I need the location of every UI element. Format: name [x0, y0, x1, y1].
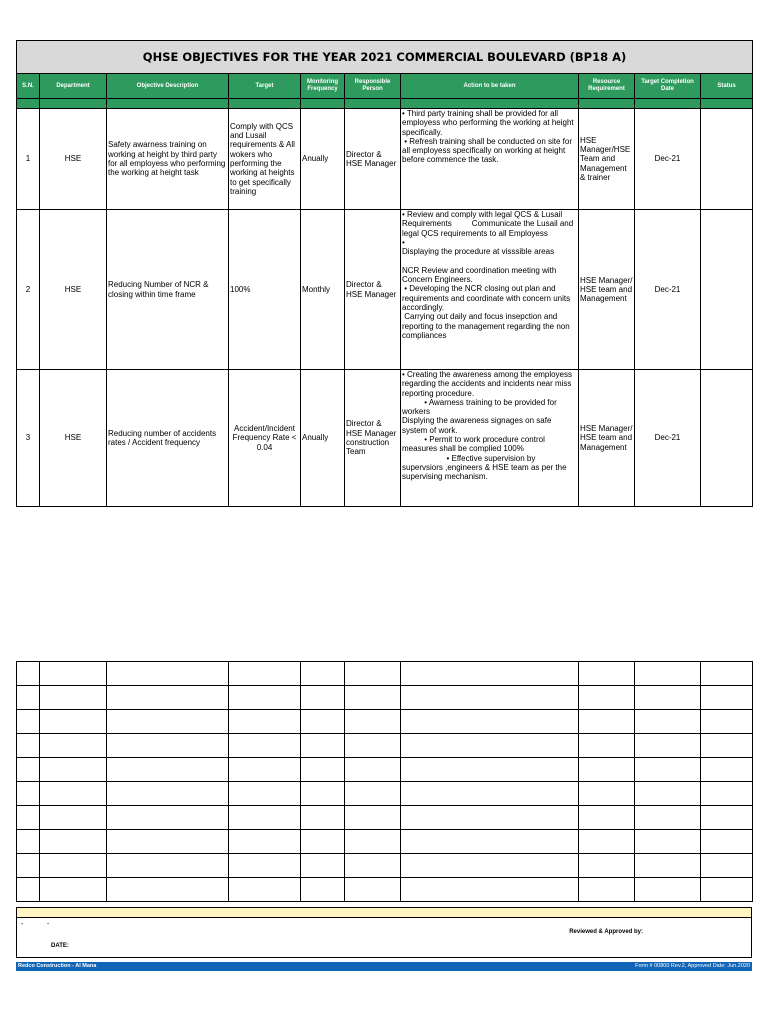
cell-objective: Reducing Number of NCR & closing within time frame — [107, 210, 229, 370]
empty-row — [17, 854, 753, 878]
empty-row — [17, 878, 753, 902]
green-spacer-row — [17, 99, 753, 109]
cell-sn: 3 — [17, 370, 40, 507]
empty-row — [17, 758, 753, 782]
cell-department: HSE — [40, 370, 107, 507]
company-name: Redco Construction - Al Mana — [18, 963, 97, 969]
header-department: Department — [40, 74, 107, 99]
cell-action: • Third party training shall be provided for all employess who performing the working at height specifically. • Refresh training shall be conducted on site for all employess specifically on working at height before commence the task. — [401, 109, 579, 210]
cell-frequency: Monthly — [301, 210, 345, 370]
footer-mark: - — [21, 921, 24, 928]
sheet-title: QHSE OBJECTIVES FOR THE YEAR 2021 COMMERCIAL BOULEVARD (BP18 A) — [17, 41, 753, 74]
empty-row — [17, 662, 753, 686]
cell-completion: Dec-21 — [635, 370, 701, 507]
header-objective: Objective Description — [107, 74, 229, 99]
date-label: DATE: — [51, 943, 69, 949]
header-status: Status — [701, 74, 753, 99]
cell-completion: Dec-21 — [635, 109, 701, 210]
cell-person: Director & HSE Manager — [345, 210, 401, 370]
form-info: Form # 00800 Rev.2, Approved Date: Jun.2020 — [635, 963, 750, 969]
cell-action: • Creating the awareness among the employess regarding the accidents and incidents near miss reporting procedure. • Awarness training to be provided for workers Displying the awareness signages on safe system of work. • Permit to work procedure control measures shall be complied 100% • Effective supervision by supervsiors ,engineers & HSE team as per the supervising mechanism. — [401, 370, 579, 507]
cell-person: Director & HSE Manager construction Team — [345, 370, 401, 507]
cell-person: Director & HSE Manager — [345, 109, 401, 210]
footer-mark: - — [47, 921, 50, 928]
table-row — [17, 370, 753, 507]
cell-target: Comply with QCS and Lusail requirements & All wokers who performing the working at heights to get specifically training — [229, 109, 301, 210]
cell-status — [701, 109, 753, 210]
cell-target: 100% — [229, 210, 301, 370]
cell-frequency: Anually — [301, 109, 345, 210]
header-person: Responsible Person — [345, 74, 401, 99]
empty-row — [17, 782, 753, 806]
reviewed-approved-label: Reviewed & Approved by: — [569, 929, 643, 935]
cell-objective: Safety awarness training on working at height by third party for all employess who performing the working at height task — [107, 109, 229, 210]
blank-gap — [17, 507, 753, 662]
cell-status — [701, 210, 753, 370]
header-sn: S.N. — [17, 74, 40, 99]
header-frequency: Monitoring Frequency — [301, 74, 345, 99]
cell-sn: 2 — [17, 210, 40, 370]
objectives-table — [16, 40, 753, 902]
cell-action: • Review and comply with legal QCS & Lusail Requirements Communicate the Lusail and legal QCS requirements to all Employess • Displaying the procedure at visssible areas NCR Review and coordination meeting with Concern Engineers. • Developing the NCR closing out plan and requirements and coordinate with concern units accordingly. Carrying out daily and focus insepction and reporting to the management regarding the non compliances — [401, 210, 579, 370]
objectives-sheet — [16, 40, 752, 902]
empty-row — [17, 734, 753, 758]
header-row — [17, 74, 753, 99]
cell-objective: Reducing number of accidents rates / Accident frequency — [107, 370, 229, 507]
signature-box — [16, 917, 752, 958]
cell-status — [701, 370, 753, 507]
header-target: Target — [229, 74, 301, 99]
empty-row — [17, 806, 753, 830]
empty-row — [17, 710, 753, 734]
cell-department: HSE — [40, 210, 107, 370]
table-row — [17, 210, 753, 370]
footer-bar — [16, 962, 752, 971]
empty-row — [17, 830, 753, 854]
cell-frequency: Anually — [301, 370, 345, 507]
cell-resource: HSE Manager/HSE Team and Management & trainer — [579, 109, 635, 210]
header-resource: Resource Requirement — [579, 74, 635, 99]
cell-completion: Dec-21 — [635, 210, 701, 370]
header-action: Action to be taken — [401, 74, 579, 99]
cell-target: Accident/Incident Frequency Rate < 0.04 — [229, 370, 301, 507]
cell-department: HSE — [40, 109, 107, 210]
empty-row — [17, 686, 753, 710]
cell-resource: HSE Manager/ HSE team and Management — [579, 210, 635, 370]
header-completion: Target Completion Date — [635, 74, 701, 99]
cell-sn: 1 — [17, 109, 40, 210]
cell-resource: HSE Manager/ HSE team and Management — [579, 370, 635, 507]
table-row — [17, 109, 753, 210]
